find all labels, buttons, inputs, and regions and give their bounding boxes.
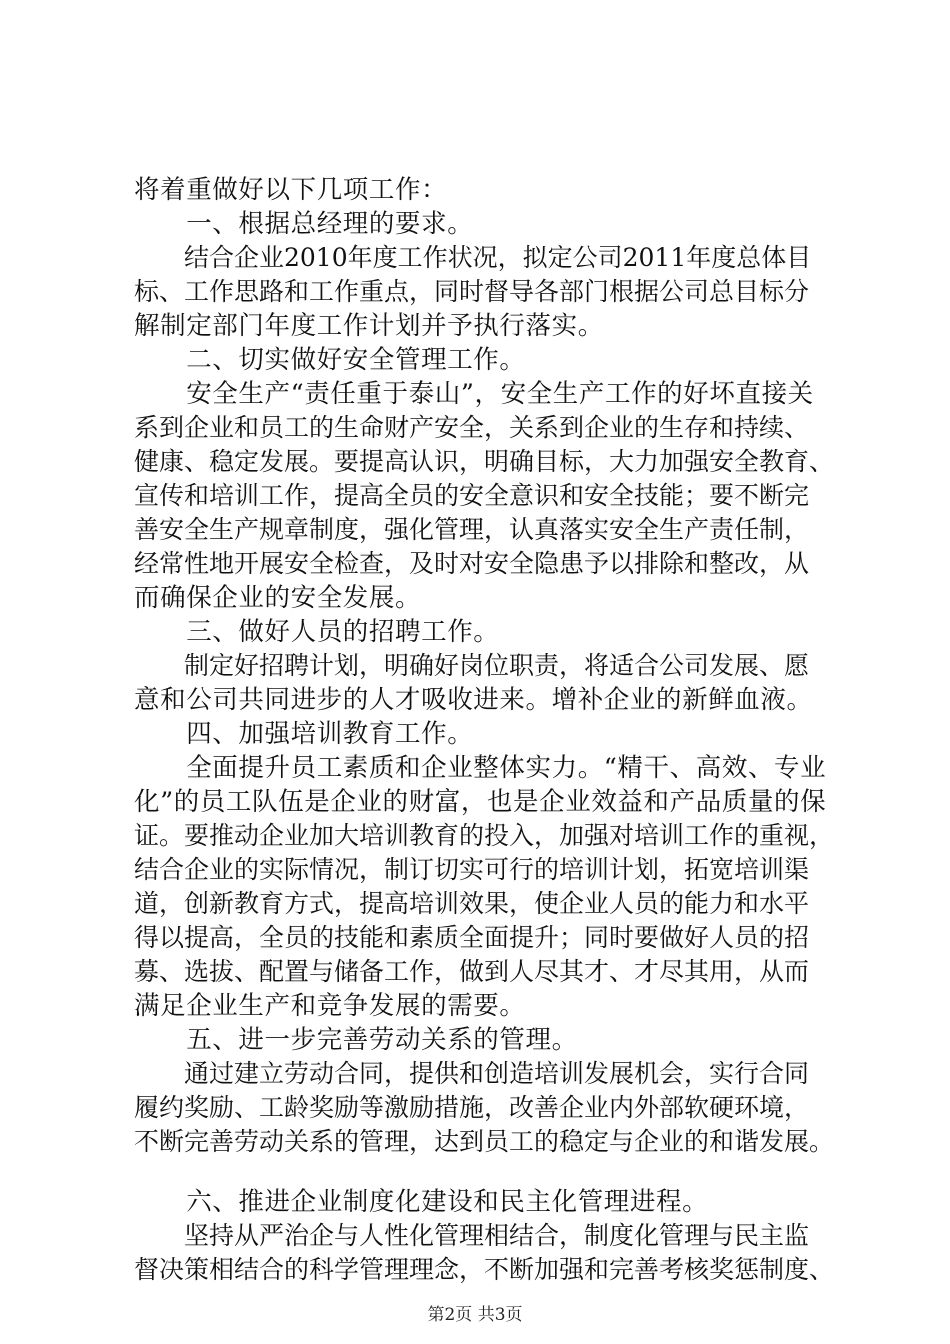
section-heading: 三、做好人员的招聘工作。 [134,617,500,647]
text-line: 履约奖励、工龄奖励等激励措施，改善企业内外部软硬环境， [134,1093,810,1122]
text-line: 而确保企业的安全发展。 [134,583,422,613]
text-line: 系到企业和员工的生命财产安全，关系到企业的生存和持续、 [134,413,810,442]
section-heading: 一、根据总经理的要求。 [134,209,474,239]
text-line: 坚持从严治企与人性化管理相结合，制度化管理与民主监 [134,1221,810,1250]
text-line: 健康、稳定发展。要提高认识，明确目标，大力加强安全教育、 [134,447,835,476]
text-line: 结合企业2010年度工作状况，拟定公司2011年度总体目 [134,243,812,272]
section-heading: 六、推进企业制度化建设和民主化管理进程。 [134,1187,709,1217]
text-line: 通过建立劳动合同，提供和创造培训发展机会，实行合同 [134,1059,810,1088]
text-line: 全面提升员工素质和企业整体实力。“精干、高效、专业 [134,753,827,783]
text-line: 善安全生产规章制度，强化管理，认真落实安全生产责任制， [134,515,810,544]
text-line: 募、选拔、配置与储备工作，做到人尽其才、才尽其用，从而 [134,957,810,986]
text-line: 结合企业的实际情况，制订切实可行的培训计划，拓宽培训渠 [134,855,810,884]
text-line: 化”的员工队伍是企业的财富，也是企业效益和产品质量的保 [134,787,827,817]
text-line: 宣传和培训工作，提高全员的安全意识和安全技能；要不断完 [134,481,810,510]
section-heading: 五、进一步完善劳动关系的管理。 [134,1025,578,1055]
text-line: 将着重做好以下几项工作： [134,175,448,205]
text-line: 制定好招聘计划，明确好岗位职责，将适合公司发展、愿 [134,651,810,680]
section-heading: 四、加强培训教育工作。 [134,719,474,749]
page-number-footer: 第2页 共3页 [427,1305,523,1325]
text-line: 安全生产“责任重于泰山”，安全生产工作的好坏直接关 [134,379,814,409]
text-line: 经常性地开展安全检查，及时对安全隐患予以排除和整改，从 [134,549,810,578]
text-line: 得以提高，全员的技能和素质全面提升；同时要做好人员的招 [134,923,810,952]
text-line: 督决策相结合的科学管理理念，不断加强和完善考核奖惩制度、 [134,1255,835,1284]
text-line: 证。要推动企业加大培训教育的投入，加强对培训工作的重视， [134,821,835,850]
text-line: 解制定部门年度工作计划并予执行落实。 [134,311,604,341]
text-line: 满足企业生产和竞争发展的需要。 [134,991,526,1021]
text-line: 意和公司共同进步的人才吸收进来。增补企业的新鲜血液。 [134,685,813,715]
text-line: 标、工作思路和工作重点，同时督导各部门根据公司总目标分 [134,277,810,306]
text-line: 道，创新教育方式，提高培训效果，使企业人员的能力和水平 [134,889,810,918]
text-line: 不断完善劳动关系的管理，达到员工的稳定与企业的和谐发展。 [134,1127,835,1156]
section-heading: 二、切实做好安全管理工作。 [134,345,526,375]
